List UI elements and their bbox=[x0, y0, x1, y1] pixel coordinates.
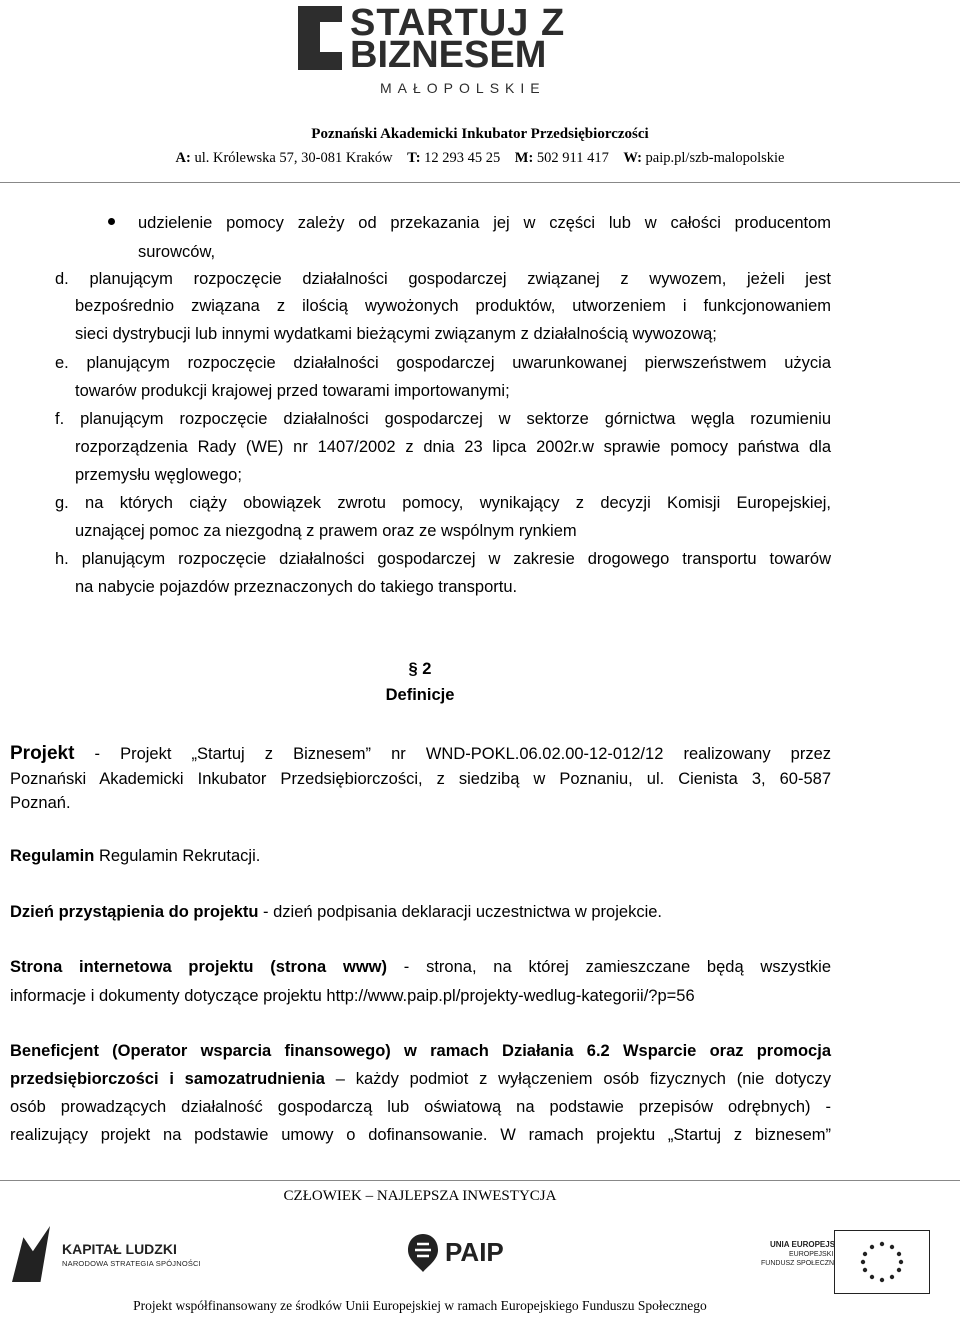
def-dzien bbox=[10, 898, 662, 926]
list-item-f-line1: f. planującym rozpoczęcie działalności gospodarczej w sektorze górnictwa węgla rozumieniu bbox=[55, 410, 831, 428]
def-dzien-text: - dzień podpisania deklaracji uczestnictwa w projekcie. bbox=[258, 903, 663, 921]
contact-a-label: A: bbox=[175, 150, 191, 166]
def-beneficjent-text1: – każdy podmiot z wyłączeniem osób fizycznych (nie dotyczy bbox=[324, 1070, 831, 1088]
def-beneficjent-line3: osób prowadzących działalność gospodarczą lub oświatową na podstawie przepisów odrębnych) - bbox=[10, 1098, 831, 1116]
footer-cofinance: Projekt współfinansowany ze środków Unii Europejskiej w ramach Europejskiego Funduszu Społecznego bbox=[133, 1298, 707, 1313]
def-projekt-line2: Poznański Akademicki Inkubator Przedsiębiorczości, z siedzibą w Poznaniu, ul. Cienista 3, 60-587 bbox=[10, 770, 831, 788]
paip-logo-icon bbox=[406, 1232, 440, 1274]
eu-flag-icon bbox=[834, 1230, 930, 1294]
ue-efs-label1: EUROPEJSKI bbox=[789, 1251, 834, 1258]
def-beneficjent-term2: przedsiębiorczości i samozatrudnienia bbox=[10, 1070, 325, 1088]
def-strona-line1 bbox=[10, 953, 831, 981]
def-strona-text1: - strona, na której zamieszczane będą wszystkie bbox=[387, 958, 831, 976]
kapital-ludzki-name: KAPITAŁ LUDZKI bbox=[62, 1241, 177, 1257]
def-strona-term: Strona internetowa projektu (strona www) bbox=[10, 958, 388, 976]
startuj-logo bbox=[298, 2, 566, 104]
list-item-h-line1: h. planującym rozpoczęcie działalności gospodarczej w zakresie drogowego transportu towarów bbox=[55, 550, 831, 568]
contact-m-label: M: bbox=[514, 150, 534, 166]
def-regulamin bbox=[10, 842, 260, 870]
logo-line1: STARTUJ Z bbox=[350, 2, 566, 44]
ue-efs-label2: FUNDUSZ SPOŁECZNY bbox=[761, 1260, 839, 1267]
footer-motto: CZŁOWIEK – NAJLEPSZA INWESTYCJA bbox=[283, 1188, 557, 1204]
kapital-ludzki-logo-icon bbox=[12, 1226, 50, 1282]
def-beneficjent-line1: Beneficjent (Operator wsparcia finansowego) w ramach Działania 6.2 Wsparcie oraz promocja bbox=[10, 1042, 831, 1060]
def-beneficjent-line4: realizujący projekt na podstawie umowy o dofinansowanie. W ramach projektu „Startuj z biznesem” bbox=[10, 1126, 831, 1144]
footer-divider bbox=[0, 1180, 960, 1181]
def-beneficjent-line2 bbox=[10, 1065, 831, 1093]
contact-website[interactable]: paip.pl/szb-malopolskie bbox=[645, 150, 785, 166]
bullet-text-line1: udzielenie pomocy zależy od przekazania jej w części lub w całości producentom bbox=[138, 214, 831, 232]
list-item-e-line2: towarów produkcji krajowej przed towarami importowanymi; bbox=[75, 382, 510, 400]
bullet-icon bbox=[108, 218, 115, 225]
def-projekt-line1 bbox=[10, 740, 831, 768]
list-item-g-line2: uznającej pomoc za niezgodną z prawem oraz ze wspólnym rynkiem bbox=[75, 522, 577, 540]
logo-line2: BIZNESEM bbox=[350, 34, 547, 76]
list-item-d-line3: sieci dystrybucji lub innymi wydatkami bieżącymi związanym z działalnością wywozową; bbox=[75, 325, 717, 343]
section-number: § 2 bbox=[408, 660, 432, 678]
paip-logo-text: PAIP bbox=[445, 1237, 504, 1267]
list-item-f-line2: rozporządzenia Rady (WE) nr 1407/2002 z dnia 23 lipca 2002r.w sprawie pomocy państwa dla bbox=[75, 438, 831, 456]
list-item-e-line1: e. planującym rozpoczęcie działalności gospodarczej uwarunkowanej pierwszeństwem użycia bbox=[55, 354, 831, 372]
ue-label: UNIA EUROPEJSKA bbox=[770, 1240, 847, 1249]
def-regulamin-term: Regulamin bbox=[10, 847, 95, 865]
def-projekt-text1: - Projekt „Startuj z Biznesem” nr WND-POKL.06.02.00-12-012/12 realizowany przez bbox=[74, 745, 831, 763]
contact-address: ul. Królewska 57, 30-081 Kraków bbox=[194, 150, 393, 166]
contact-mobile: 502 911 417 bbox=[536, 150, 609, 166]
list-item-d-line1: d. planującym rozpoczęcie działalności gospodarczej związanej z wywozem, jeżeli jest bbox=[55, 270, 831, 288]
contact-phone: 12 293 45 25 bbox=[424, 150, 501, 166]
list-item-d-line2: bezpośrednio związana z ilością wywożonych produktów, utworzeniem i funkcjonowaniem bbox=[75, 297, 831, 315]
header-contact bbox=[0, 150, 960, 167]
section-title: Definicje bbox=[385, 686, 455, 704]
contact-w-label: W: bbox=[623, 150, 642, 166]
header-org: Poznański Akademicki Inkubator Przedsiębiorczości bbox=[311, 126, 649, 142]
def-regulamin-text: Regulamin Rekrutacji. bbox=[94, 847, 261, 865]
def-dzien-term: Dzień przystąpienia do projektu bbox=[10, 903, 259, 921]
def-strona-line2: informacje i dokumenty dotyczące projektu http://www.paip.pl/projekty-wedlug-kategorii/?p=56 bbox=[10, 987, 695, 1005]
list-item-g-line1: g. na których ciąży obowiązek zwrotu pomocy, wynikający z decyzji Komisji Europejskiej, bbox=[55, 494, 831, 512]
kapital-ludzki-sub: NARODOWA STRATEGIA SPÓJNOŚCI bbox=[62, 1259, 201, 1268]
list-item-f-line3: przemysłu węglowego; bbox=[75, 466, 242, 484]
logo-region: MAŁOPOLSKIE bbox=[380, 80, 546, 96]
header-divider bbox=[0, 182, 960, 183]
logo-mark-cutout bbox=[320, 22, 342, 52]
contact-t-label: T: bbox=[407, 150, 421, 166]
def-projekt-term: Projekt bbox=[10, 743, 75, 764]
def-projekt-line3: Poznań. bbox=[10, 794, 71, 812]
list-item-h-line2: na nabycie pojazdów przeznaczonych do takiego transportu. bbox=[75, 578, 518, 596]
bullet-text-line2: surowców, bbox=[138, 243, 216, 261]
